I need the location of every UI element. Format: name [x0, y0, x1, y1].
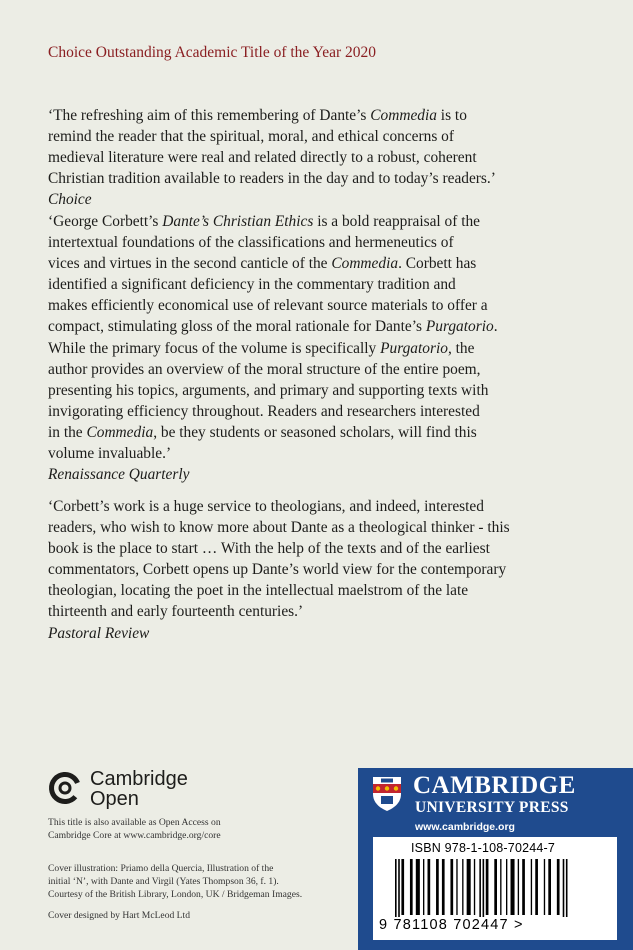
cover-illustration-line: Cover illustration: Priamo della Quercia, Illustration of the	[48, 863, 274, 874]
barcode-digits: 9 781108 702447 >	[379, 917, 524, 933]
cambridge-open-wordmark	[90, 769, 188, 809]
barcode-bar	[500, 859, 501, 915]
publisher-panel	[358, 768, 633, 950]
barcode-bar	[548, 859, 551, 915]
barcode-bar	[494, 859, 497, 915]
barcode-bar	[483, 859, 485, 917]
barcode-bar	[450, 859, 453, 915]
isbn-label: ISBN 978-1-108-70244-7	[411, 841, 556, 855]
barcode-bar	[557, 859, 560, 915]
review-line: vices and virtues in the second canticle of the Commedia. Corbett has	[48, 255, 477, 273]
review-line: theologian, locating the poet in the intellectual maelstrom of the late	[48, 582, 469, 600]
barcode-bar	[535, 859, 538, 915]
review-title-ref: Dante’s Christian Ethics	[162, 213, 314, 230]
cover-illustration-credit	[48, 862, 302, 901]
barcode-bar	[506, 859, 507, 915]
review-line: intertextual foundations of the classifications and hermeneutics of	[48, 234, 454, 252]
review-source: Renaissance Quarterly	[48, 466, 190, 484]
award-line: Choice Outstanding Academic Title of the Year 2020	[48, 44, 377, 61]
review-line: author provides an overview of the moral structure of the entire poem,	[48, 360, 481, 378]
cover-illustration-line: Courtesy of the British Library, London, UK / Bridgeman Images.	[48, 889, 303, 900]
review-title-ref: Purgatorio	[425, 318, 494, 336]
review-line: identified a significant deficiency in the commentary tradition and	[48, 276, 456, 294]
designer-credit: Cover designed by Hart McLeod Ltd	[48, 910, 191, 921]
cambridge-open-line1: Cambridge	[90, 768, 188, 790]
review-source: Pastoral Review	[48, 624, 150, 642]
review-title-ref: Commedia	[331, 255, 399, 273]
review-line: medieval literature were real and related directly to a robust, coherent	[48, 149, 477, 167]
barcode-bar	[423, 859, 424, 915]
barcode-bar	[511, 859, 515, 915]
review-line: ‘The refreshing aim of this remembering of Dante’s Commedia is to	[48, 107, 467, 124]
barcode-bar	[566, 859, 568, 917]
barcode-bar	[395, 859, 397, 917]
barcode-bar	[462, 859, 463, 915]
review-line: book is the place to start … With the help of the texts and of the earliest	[48, 540, 490, 558]
barcode-bar	[486, 859, 489, 915]
barcode-bar	[531, 859, 532, 915]
barcode-bar	[479, 859, 481, 917]
review-line: remind the reader that the spiritual, moral, and ethical concerns of	[48, 128, 454, 146]
review-line: volume invaluable.’	[48, 445, 172, 463]
cambridge-open-icon	[48, 771, 82, 805]
review-line: While the primary focus of the volume is specifically Purgatorio, the	[48, 339, 475, 357]
review-line: Christian tradition available to readers in the day and to today’s readers.’	[48, 170, 496, 188]
review-line: makes efficiently economical use of relevant source materials to offer a	[48, 297, 488, 315]
review-line: presenting his topics, arguments, and primary and supporting texts with	[48, 381, 489, 399]
publisher-name: CAMBRIDGE	[413, 772, 576, 799]
cambridge-open-line2: Open	[90, 788, 139, 810]
barcode-bar	[416, 859, 420, 915]
barcode-bars	[395, 859, 600, 917]
university-crest-icon	[372, 776, 402, 812]
barcode-bar	[522, 859, 525, 915]
open-access-line: Cambridge Core at www.cambridge.org/core	[48, 830, 221, 841]
review-source: Choice	[48, 191, 92, 209]
barcode-bar	[398, 859, 400, 917]
barcode-bar	[410, 859, 413, 915]
review-line: compact, stimulating gloss of the moral rationale for Dante’s Purgatorio.	[48, 318, 498, 336]
review-line: readers, who wish to know more about Dante as a theological thinker - this	[48, 519, 510, 537]
review-line: ‘Corbett’s work is a huge service to theologians, and indeed, interested	[48, 498, 484, 515]
review-line: in the Commedia, be they students or seasoned scholars, will find this	[48, 423, 477, 441]
review-title-ref: Purgatorio	[380, 339, 448, 357]
barcode-bar	[467, 859, 471, 915]
review-title-ref: Commedia	[370, 107, 437, 124]
cambridge-open-logo	[48, 769, 248, 809]
barcode-bar	[544, 859, 545, 915]
barcode-bar	[436, 859, 439, 915]
barcode-bar	[563, 859, 565, 917]
barcode-bar	[428, 859, 431, 915]
review-choice	[48, 105, 600, 210]
review-line: thirteenth and early fourteenth centuries.’	[48, 603, 304, 621]
review-pastoral-review	[48, 496, 600, 644]
review-renaissance-quarterly	[48, 211, 600, 485]
barcode-bar	[401, 859, 404, 915]
barcode-bar	[456, 859, 457, 915]
isbn-barcode	[373, 837, 617, 940]
barcode-bar	[442, 859, 445, 915]
barcode-bar	[474, 859, 475, 915]
publisher-website: www.cambridge.org	[415, 821, 515, 833]
review-title-ref: Commedia	[86, 423, 154, 441]
review-line: ‘George Corbett’s Dante’s Christian Ethics is a bold reappraisal of the	[48, 213, 481, 230]
review-line: invigorating efficiency throughout. Readers and researchers interested	[48, 402, 480, 420]
review-line: commentators, Corbett opens up Dante’s world view for the contemporary	[48, 561, 507, 579]
barcode-bar	[518, 859, 519, 915]
publisher-subtitle: UNIVERSITY PRESS	[415, 799, 569, 816]
open-access-note	[48, 816, 221, 842]
cover-illustration-line: initial ‘N’, with Dante and Virgil (Yates Thompson 36, f. 1).	[48, 876, 279, 887]
open-access-line: This title is also available as Open Access on	[48, 817, 221, 828]
